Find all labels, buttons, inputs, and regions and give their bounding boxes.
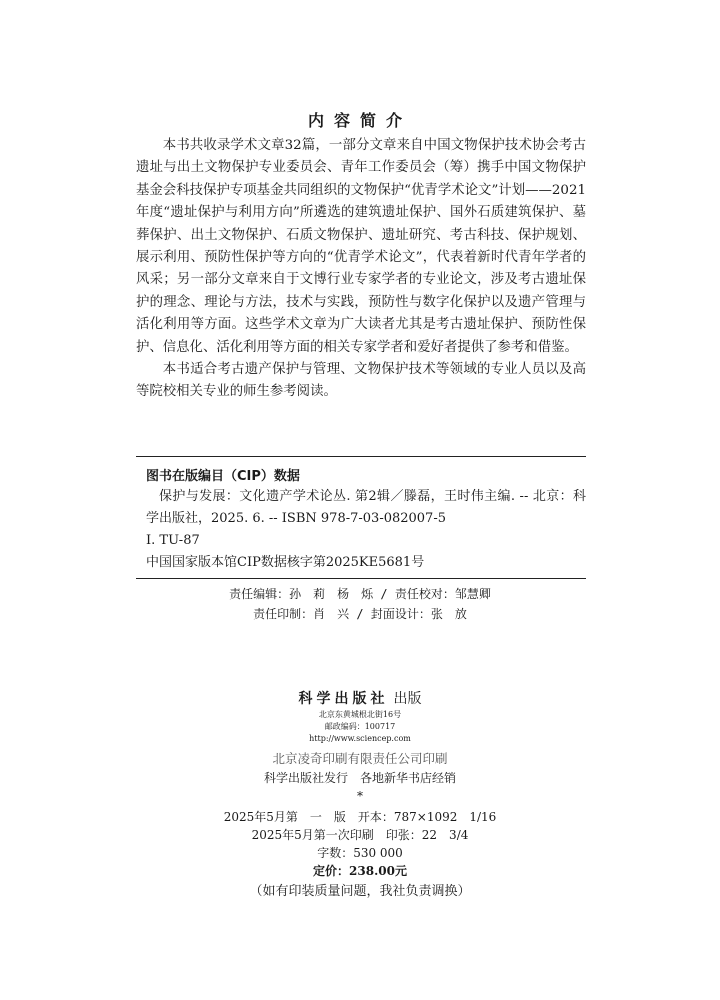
- distribution-line: 科学出版社发行 各地新华书店经销: [263, 771, 456, 785]
- impression-line: 2025年5月第一次印刷 印张：22 3/4: [251, 828, 469, 842]
- publisher-name: 科学出版社: [298, 691, 389, 707]
- credits-line-2: 责任印制：肖 兴 / 封面设计：张 放: [253, 607, 467, 621]
- credits-line-1: 责任编辑：孙 莉 杨 烁 / 责任校对：邹慧卿: [229, 587, 491, 601]
- publisher-address: 北京东黄城根北街16号: [318, 710, 402, 719]
- publisher-postcode: 邮政编码：100717: [324, 722, 396, 731]
- publisher-suffix: 出版: [393, 691, 422, 707]
- cip-top-rule: [136, 456, 586, 457]
- intro-paragraph-2: 本书适合考古遗产保护与管理、文物保护技术等领域的专业人员以及高等院校相关专业的师生参考阅读。: [136, 362, 586, 400]
- cip-body: [146, 486, 586, 574]
- printer-line: 北京凌奇印刷有限责任公司印刷: [272, 751, 448, 766]
- cip-line-1: 保护与发展：文化遗产学术论丛. 第2辑／滕磊，王时伟主编. -- 北京：科学出版社，2025. 6. -- ISBN 978-7-03-082007-5: [146, 489, 586, 526]
- cip-bottom-rule: [136, 578, 586, 579]
- notice-line: （如有印装质量问题，我社负责调换）: [249, 884, 471, 899]
- cip-title: 图书在版编目（CIP）数据: [146, 469, 300, 484]
- intro-section: [136, 135, 586, 404]
- cip-line-3: 中国国家版本馆CIP数据核字第2025KE5681号: [146, 555, 425, 570]
- price-line: 定价：238.00元: [313, 864, 407, 878]
- separator-asterisk: *: [357, 789, 363, 803]
- page-title: 内容简介: [307, 111, 412, 130]
- intro-paragraph-1: 本书共收录学术文章32篇，一部分文章来自中国文物保护技术协会考古遗址与出土文物保护专业委员会、青年工作委员会（筹）携手中国文物保护基金会科技保护专项基金共同组织的文物保护“优青学术论文”计划——2021年度“遗址保护与利用方向”所遴选的建筑遗址保护、国外石质建筑保护、墓葬保护、出土文物保护、石质文物保护、遗址研究、考古科技、保护规划、展示利用、预防性保护等方向的“优青学术论文”，代表着新时代青年学者的风采；另一部分文章来自于文博行业专家学者的专业论文，涉及考古遗址保护的理念、理论与方法，技术与实践，预防性与数字化保护以及遗产管理与活化利用等方面。这些学术文章为广大读者尤其是考古遗址保护、预防性保护、信息化、活化利用等方面的相关专家学者和爱好者提供了参考和借鉴。: [136, 138, 586, 355]
- cip-line-2: Ⅰ. TU-87: [146, 533, 200, 548]
- publisher-heading: [0, 688, 720, 708]
- word-count-line: 字数：530 000: [317, 846, 403, 860]
- edition-line: 2025年5月第 一 版 开本：787×1092 1/16: [223, 810, 497, 824]
- publisher-website: http://www.sciencep.com: [309, 734, 411, 743]
